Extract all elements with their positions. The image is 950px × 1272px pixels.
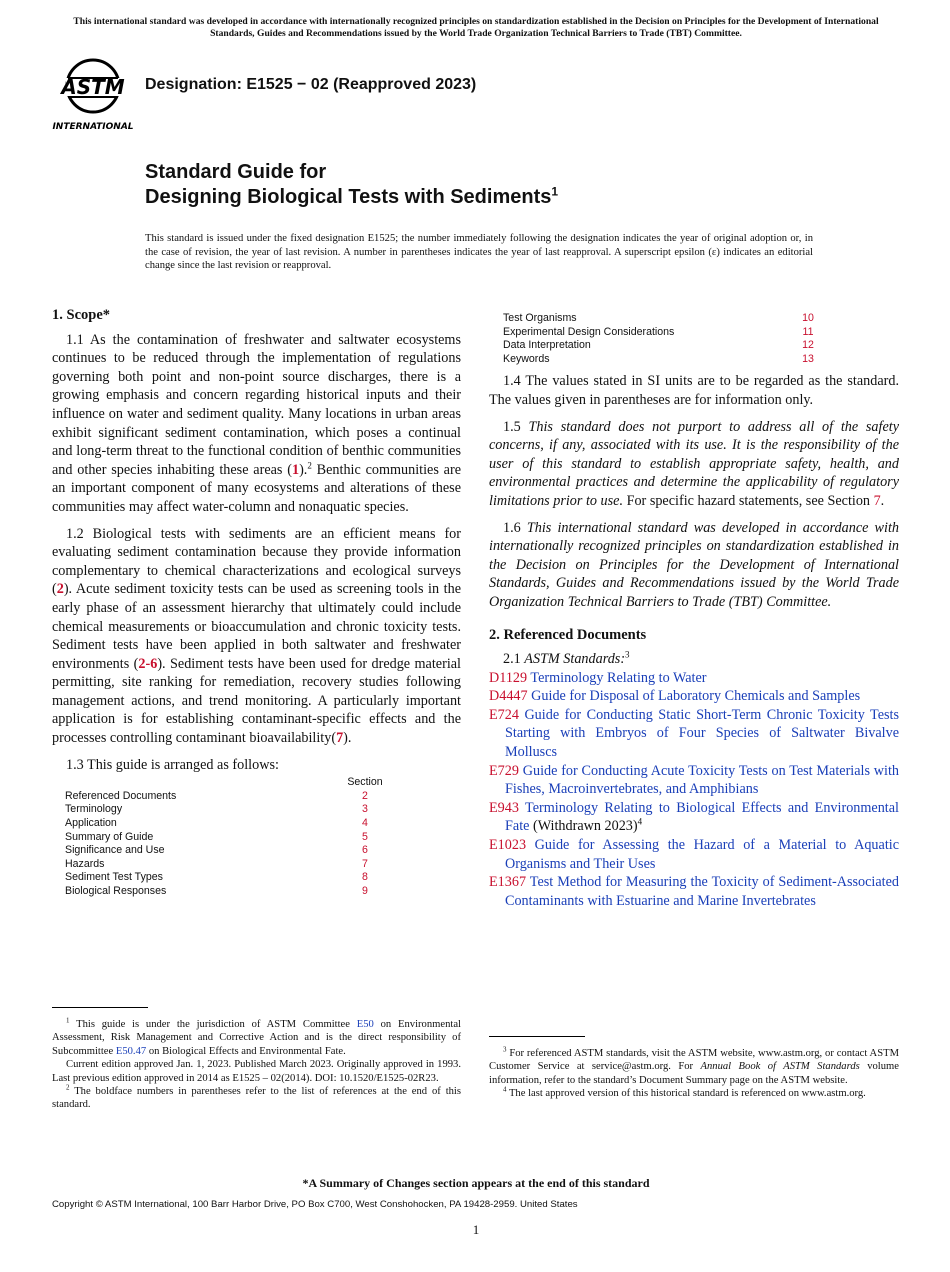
logo-subtext: INTERNATIONAL [52, 122, 134, 132]
paragraph-2-1: 2.1 ASTM Standards:$^3$ [503, 649, 630, 668]
document-title [145, 160, 558, 210]
reference-e729[interactable]: E729 Guide for Conducting Acute Toxicity Tests on Test Materials with Fishes, Macroinvertebrates, and Amphibians [489, 762, 899, 798]
paragraph-1-3: 1.3 This guide is arranged as follows: [66, 756, 279, 773]
reference-link-2-6[interactable]: 2-6 [138, 655, 158, 672]
toc-row: Sediment Test Types 8 [65, 871, 395, 885]
toc-header-row [65, 776, 395, 790]
toc-row: Significance and Use 6 [65, 844, 395, 858]
toc-section-link[interactable]: 9 [362, 885, 368, 897]
footnote-rule-left [52, 1007, 148, 1008]
footnotes-left [52, 1018, 461, 1112]
toc-section-header: Section [347, 776, 383, 789]
paragraph-1-2: 1.2 Biological tests with sediments are an efficient means for evaluating sediment contamination because they provide information complementary to chemical characterizations and ecological surveys (2). Acute sediment toxicity tests can be used as screening tools in the early phase of an assessment hierarchy that ultimately could include chemical measurements or bioaccumulation and chronic toxicity tests. Sediment tests have been applied in both saltwater and freshwater environments (2-6). Sediment tests have been used for dredge material permitting, site ranking for remediation, recovery studies following management actions, and trend monitoring. A particularly important application is for establishing contaminant-specific effects and the processes controlling contaminant bioavailability(7). [52, 525, 462, 747]
toc-row: Data Interpretation 12 [503, 339, 843, 353]
subcommittee-e50-47-link[interactable]: E50.47 [115, 1045, 147, 1057]
section-7-link[interactable]: 7 [873, 492, 881, 509]
toc-section-link[interactable]: 13 [802, 352, 814, 365]
reference-e724[interactable]: E724 Guide for Conducting Static Short-Term Chronic Toxicity Tests Starting with Embryos of Four Species of Saltwater Bivalve Molluscs [489, 706, 899, 761]
toc-row: Terminology 3 [65, 803, 395, 817]
toc-section-link[interactable]: 10 [802, 312, 814, 324]
tbt-notice: This international standard was developed in accordance with internationally recognized principles on standardization established in the Decision on Principles for the Development of International Standards, Guides and Recommendations issued by the World Trade Organization Technical Barriers to Trade (TBT) Committee. [73, 16, 879, 39]
title-footnote-mark: 1 [551, 184, 559, 199]
toc-row: Hazards 7 [65, 858, 395, 872]
title-line-2 [145, 185, 558, 210]
reference-link-2[interactable]: 2 [56, 581, 64, 598]
astm-logo-mark [52, 56, 134, 132]
title-text: Designing Biological Tests with Sediments [145, 186, 552, 208]
footnote-1: $^1$ This guide is under the jurisdiction of ASTM Committee E50 on Environmental Assessment, Risk Management and Corrective Action and is the direct responsibility of Subcommittee E50.47 on Biological Effects and Environmental Fate. [52, 1016, 461, 1057]
toc-row: Keywords 13 [503, 353, 843, 367]
title-line-1: Standard Guide for [145, 161, 327, 183]
astm-logo [52, 56, 134, 132]
reference-e1023[interactable]: E1023 Guide for Assessing the Hazard of a Material to Aquatic Organisms and Their Uses [489, 837, 899, 872]
toc-section-link[interactable]: 6 [362, 844, 368, 857]
toc-table-right [503, 312, 843, 366]
toc-section-link[interactable]: 12 [802, 339, 814, 352]
toc-section-link[interactable]: 5 [362, 830, 368, 843]
footnote-rule-right [489, 1036, 585, 1037]
paragraph-1-5: 1.5 This standard does not purport to address all of the safety concerns, if any, associated with its use. It is the responsibility of the user of this standard to establish appropriate safety, health, and environmental practices and determine the applicability of regulatory limitations prior to use. For specific hazard statements, see Section 7. [489, 418, 899, 509]
toc-row: Biological Responses 9 [65, 885, 395, 899]
reference-list [489, 669, 899, 911]
reference-e943[interactable]: E943 Terminology Relating to Biological Effects and Environmental Fate (Withdrawn 2023)$^4$ [489, 799, 899, 835]
toc-section-link[interactable]: 7 [362, 857, 368, 870]
toc-row: Referenced Documents 2 [65, 790, 395, 804]
toc-row: Application 4 [65, 817, 395, 831]
scope-heading: 1. Scope* [52, 307, 110, 323]
footnote-2: $^2$ The boldface numbers in parentheses refer to the list of references at the end of this standard. [52, 1083, 461, 1111]
toc-section-link[interactable]: 4 [362, 817, 368, 830]
footnotes-right [489, 1047, 899, 1101]
summary-of-changes-note: *A Summary of Changes section appears at the end of this standard [302, 1176, 650, 1190]
designation: Designation: E1525 − 02 (Reapproved 2023) [145, 76, 477, 93]
referenced-documents-heading: 2. Referenced Documents [489, 626, 647, 643]
left-column [52, 306, 461, 899]
reference-d4447[interactable]: D4447 Guide for Disposal of Laboratory Chemicals and Samples [489, 688, 861, 705]
toc-row: Experimental Design Considerations 11 [503, 326, 843, 340]
paragraph-1-1: 1.1 As the contamination of freshwater and saltwater ecosystems continues to be reduced through the implementation of regulations governing both point and non-point source discharges, there is a growing emphasis and concern regarding historical inputs and their influence on water and sediment quality. Many locations in urban areas exhibit significant sediment contamination, which poses a continual and long-term threat to the functional condition of benthic communities and other species inhabiting these areas (1).$^2$ Benthic communities are an important component of many ecosystems and alterations of these communities may affect water-column and nonaquatic species. [52, 331, 461, 515]
page-number: 1 [472, 1222, 480, 1237]
toc-table-left [65, 776, 395, 898]
footnote-4: $^4$ The last approved version of this historical standard is referenced on www.astm.org. [503, 1085, 866, 1100]
toc-section-link[interactable]: 11 [802, 325, 814, 338]
reference-link-7[interactable]: 7 [336, 730, 344, 747]
toc-row: Summary of Guide 5 [65, 831, 395, 845]
logo-text: ASTM [61, 75, 125, 99]
footnote-3: $^3$ For referenced ASTM standards, visit the ASTM website, www.astm.org, or contact ASTM Customer Service at service@astm.org. For Annual Book of ASTM Standards volume information, refer to the standard’s Document Summary page on the ASTM website. [489, 1045, 899, 1086]
reference-link-1[interactable]: 1 [291, 461, 300, 478]
toc-section-link[interactable]: 3 [362, 803, 368, 816]
footnote-mark-2: 2 [307, 460, 312, 471]
toc-section-link[interactable]: 8 [362, 871, 368, 884]
paragraph-1-4: 1.4 The values stated in SI units are to be regarded as the standard. The values given in parentheses are for information only. [489, 373, 899, 408]
reference-e1367[interactable]: E1367 Test Method for Measuring the Toxicity of Sediment-Associated Contaminants with Estuarine and Marine Invertebrates [489, 874, 899, 909]
issuance-statement: This standard is issued under the fixed designation E1525; the number immediately following the designation indicates the year of original adoption or, in the case of revision, the year of last revision. A number in parentheses indicates the year of last reapproval. A superscript epsilon (ε) indicates an editorial change since the last revision or reapproval. [145, 233, 813, 272]
committee-e50-link[interactable]: E50 [356, 1019, 374, 1030]
right-column [489, 312, 899, 910]
toc-section-link[interactable]: 2 [362, 789, 368, 802]
paragraph-1-6: 1.6 This international standard was developed in accordance with internationally recognized principles on standardization established in the Decision on Principles for the Development of International Standards, Guides and Recommendations issued by the World Trade Organization Technical Barriers to Trade (TBT) Committee. [489, 519, 899, 610]
reference-d1129[interactable]: D1129 Terminology Relating to Water [489, 669, 707, 686]
copyright-line: Copyright © ASTM International, 100 Barr Harbor Drive, PO Box C700, West Conshohocken, PA 19428-2959. United States [52, 1199, 578, 1210]
toc-row: Test Organisms 10 [503, 312, 843, 326]
footnote-edition: Current edition approved Jan. 1, 2023. Published March 2023. Originally approved in 1993. Last previous edition approved in 2014 as E1525 – 02(2014). DOI: 10.1520/E1525-02R23. [52, 1059, 461, 1084]
